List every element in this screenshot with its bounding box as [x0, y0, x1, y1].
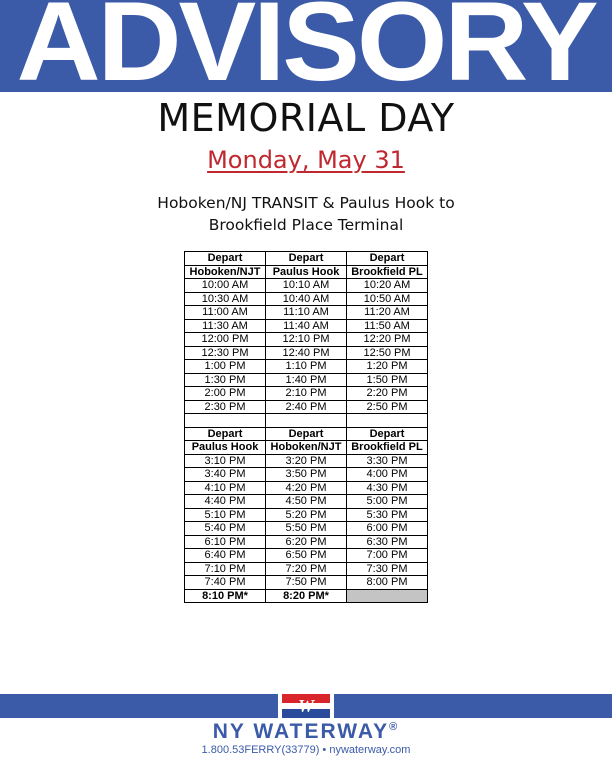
table-header-cell: Depart [266, 427, 347, 441]
time-cell: 11:30 AM [185, 319, 266, 333]
time-cell: 1:10 PM [266, 360, 347, 374]
table-row [185, 292, 428, 306]
time-cell: 10:30 AM [185, 292, 266, 306]
time-cell: 7:10 PM [185, 562, 266, 576]
time-cell: 7:40 PM [185, 576, 266, 590]
time-cell: 11:00 AM [185, 306, 266, 320]
time-cell: 7:30 PM [347, 562, 428, 576]
table-row [185, 306, 428, 320]
time-cell: 6:00 PM [347, 522, 428, 536]
time-cell: 7:20 PM [266, 562, 347, 576]
time-cell: 12:40 PM [266, 346, 347, 360]
advisory-date [0, 146, 612, 174]
time-cell: 11:40 AM [266, 319, 347, 333]
table-header-cell: Hoboken/NJT [185, 265, 266, 279]
time-cell: 5:10 PM [185, 508, 266, 522]
ny-waterway-logo-icon [278, 690, 334, 722]
table-row [185, 454, 428, 468]
table-row [185, 387, 428, 401]
table-row [185, 468, 428, 482]
empty-cell [347, 414, 428, 428]
time-cell: 8:20 PM* [266, 589, 347, 603]
empty-cell [185, 414, 266, 428]
banner-title: ADVISORY [16, 0, 596, 92]
table-header-cell: Hoboken/NJT [266, 441, 347, 455]
contact-info: 1.800.53FERRY(33779) • nywaterway.com [201, 744, 411, 756]
table1-terminal-row [185, 265, 428, 279]
time-cell: 10:50 AM [347, 292, 428, 306]
table-header-cell: Paulus Hook [185, 441, 266, 455]
time-cell: 4:40 PM [185, 495, 266, 509]
table-row [185, 508, 428, 522]
time-cell: 12:50 PM [347, 346, 428, 360]
brand-text: NY WATERWAY [212, 720, 390, 743]
time-cell: 5:40 PM [185, 522, 266, 536]
table-header-cell: Depart [347, 427, 428, 441]
table-header-cell: Depart [185, 427, 266, 441]
table-header-cell: Brookfield PL [347, 265, 428, 279]
time-cell: 7:50 PM [266, 576, 347, 590]
time-cell: 10:40 AM [266, 292, 347, 306]
table-row [185, 562, 428, 576]
date-text: Monday, May 31 [207, 146, 405, 174]
table-row [185, 576, 428, 590]
time-cell: 5:00 PM [347, 495, 428, 509]
time-cell: 6:50 PM [266, 549, 347, 563]
time-cell: 4:00 PM [347, 468, 428, 482]
table-row [185, 495, 428, 509]
table-header-cell: Brookfield PL [347, 441, 428, 455]
time-cell: 10:00 AM [185, 279, 266, 293]
time-cell: 10:10 AM [266, 279, 347, 293]
advisory-banner [0, 0, 612, 92]
route-line-1: Hoboken/NJ TRANSIT & Paulus Hook to [157, 194, 455, 212]
table-header-cell: Depart [347, 252, 428, 266]
time-cell: 4:30 PM [347, 481, 428, 495]
time-cell: 12:30 PM [185, 346, 266, 360]
table-row [185, 360, 428, 374]
blank-gray-cell [347, 589, 428, 603]
table-row [185, 400, 428, 414]
table2-terminal-row [185, 441, 428, 455]
brand-name [0, 720, 612, 744]
time-cell: 5:30 PM [347, 508, 428, 522]
time-cell: 6:10 PM [185, 535, 266, 549]
table-row [185, 319, 428, 333]
time-cell: 4:10 PM [185, 481, 266, 495]
time-cell: 2:40 PM [266, 400, 347, 414]
time-cell: 12:20 PM [347, 333, 428, 347]
table-row [185, 346, 428, 360]
time-cell: 2:20 PM [347, 387, 428, 401]
time-cell: 6:40 PM [185, 549, 266, 563]
table-row [185, 279, 428, 293]
logo-letter: W [297, 696, 314, 716]
table-row [185, 481, 428, 495]
time-cell: 7:00 PM [347, 549, 428, 563]
time-cell: 12:00 PM [185, 333, 266, 347]
schedule-table [184, 251, 428, 603]
table-row-last [185, 589, 428, 603]
time-cell: 5:20 PM [266, 508, 347, 522]
logo-emblem [282, 694, 330, 718]
route-description [0, 192, 612, 236]
time-cell: 10:20 AM [347, 279, 428, 293]
table2-depart-row [185, 427, 428, 441]
time-cell: 2:30 PM [185, 400, 266, 414]
time-cell: 3:10 PM [185, 454, 266, 468]
time-cell: 2:00 PM [185, 387, 266, 401]
table-row [185, 549, 428, 563]
time-cell: 1:40 PM [266, 373, 347, 387]
registered-mark: ® [389, 721, 400, 733]
time-cell: 3:50 PM [266, 468, 347, 482]
time-cell: 11:20 AM [347, 306, 428, 320]
time-cell: 1:00 PM [185, 360, 266, 374]
time-cell: 6:20 PM [266, 535, 347, 549]
table-header-cell: Depart [185, 252, 266, 266]
page-title: MEMORIAL DAY [157, 96, 455, 140]
time-cell: 5:50 PM [266, 522, 347, 536]
table-row [185, 535, 428, 549]
empty-cell [266, 414, 347, 428]
time-cell: 11:50 AM [347, 319, 428, 333]
time-cell: 1:50 PM [347, 373, 428, 387]
time-cell: 8:10 PM* [185, 589, 266, 603]
time-cell: 12:10 PM [266, 333, 347, 347]
time-cell: 1:30 PM [185, 373, 266, 387]
time-cell: 3:30 PM [347, 454, 428, 468]
time-cell: 2:10 PM [266, 387, 347, 401]
time-cell: 2:50 PM [347, 400, 428, 414]
time-cell: 3:20 PM [266, 454, 347, 468]
time-cell: 3:40 PM [185, 468, 266, 482]
table-row [185, 522, 428, 536]
route-line-2: Brookfield Place Terminal [208, 216, 404, 234]
time-cell: 8:00 PM [347, 576, 428, 590]
time-cell: 6:30 PM [347, 535, 428, 549]
table-row [185, 373, 428, 387]
table-row [185, 333, 428, 347]
time-cell: 4:20 PM [266, 481, 347, 495]
time-cell: 4:50 PM [266, 495, 347, 509]
table1-depart-row [185, 252, 428, 266]
table-spacer-row [185, 414, 428, 428]
time-cell: 1:20 PM [347, 360, 428, 374]
table-header-cell: Depart [266, 252, 347, 266]
time-cell: 11:10 AM [266, 306, 347, 320]
table-header-cell: Paulus Hook [266, 265, 347, 279]
